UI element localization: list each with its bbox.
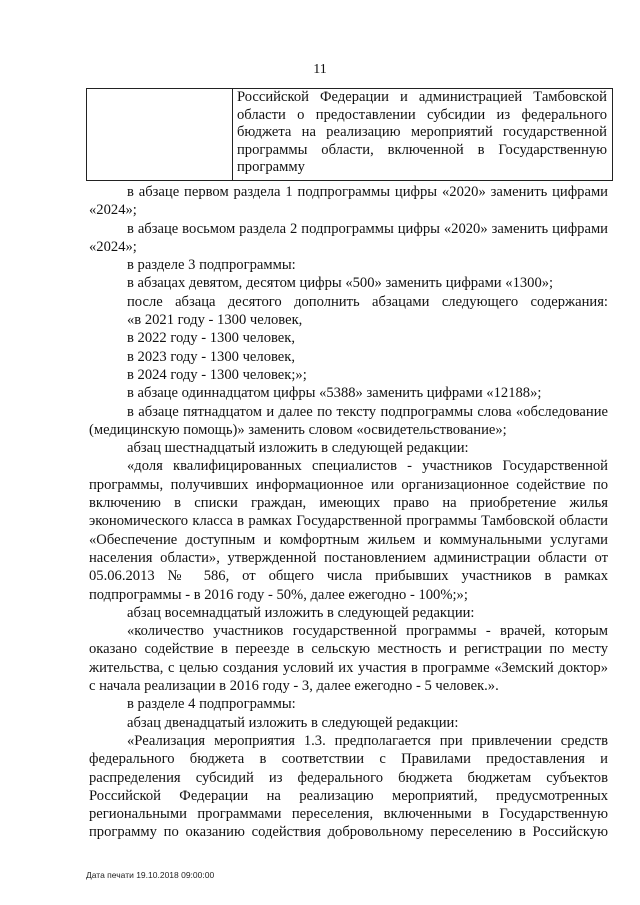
- paragraph-1: в абзаце первом раздела 1 подпрограммы цифры «2020» заменить цифрами «2024»;: [89, 184, 608, 219]
- paragraph-8: в 2023 году - 1300 человек,: [127, 348, 296, 365]
- paragraph-4: в абзацах девятом, десятом цифры «500» заменить цифрами «1300»;: [127, 275, 554, 292]
- paragraph-15: «количество участников государственной программы - врачей, которым оказано содействие в переезде в сельскую местность и регистрации по месту жительства, с целью создания условий их участия в программе «Земский доктор» с начала реализации в 2016 году - 3, далее ежегодно - 5 человек.».: [89, 623, 608, 695]
- continuation-table: [86, 88, 613, 181]
- paragraph-9: в 2024 году - 1300 человек;»;: [127, 366, 307, 383]
- paragraph-16: в разделе 4 подпрограммы:: [127, 696, 296, 713]
- paragraph-6: «в 2021 году - 1300 человек,: [127, 312, 303, 329]
- paragraph-11: в абзаце пятнадцатом и далее по тексту подпрограммы слова «обследование (медицинскую помощь)» заменить словом «освидетельствование»;: [89, 403, 608, 438]
- paragraph-2: в абзаце восьмом раздела 2 подпрограммы цифры «2020» заменить цифрами «2024»;: [89, 220, 608, 255]
- paragraph-10: в абзаце одиннадцатом цифры «5388» заменить цифрами «12188»;: [127, 385, 542, 402]
- paragraph-3: в разделе 3 подпрограммы:: [127, 257, 296, 274]
- table-cell-text: Российской Федерации и администрацией Тамбовской области о предоставлении субсидии из федерального бюджета на реализацию мероприятий государственной программы области, включенной в Государственную программу: [237, 89, 607, 176]
- paragraph-7: в 2022 году - 1300 человек,: [127, 330, 296, 347]
- document-body: [89, 183, 608, 842]
- paragraph-5: после абзаца десятого дополнить абзацами следующего содержания:: [127, 293, 608, 310]
- paragraph-13: «доля квалифицированных специалистов - участников Государственной программы, получивших информационное или организационное содействие по включению в списки граждан, имеющих право на приобретение жилья экономического класса в рамках Государственной программы Тамбовской области «Обеспечение доступным и комфортным жильем и коммунальными услугами населения области», утвержденной постановлением администрации области от 05.06.2013 № 586, от общего числа прибывших участников в рамках подпрограммы - в 2016 году - 50%, далее ежегодно - 100%;»;: [89, 458, 608, 603]
- paragraph-14: абзац восемнадцатый изложить в следующей редакции:: [127, 604, 475, 621]
- table-empty-cell: [87, 89, 233, 181]
- paragraph-17: абзац двенадцатый изложить в следующей редакции:: [127, 714, 459, 731]
- paragraph-18: «Реализация мероприятия 1.3. предполагается при привлечении средств федерального бюджета в соответствии с Правилами предоставления и распределения субсидий из федерального бюджета бюджетам субъектов Российской Федерации на реализацию мероприятий, предусмотренных региональными программами переселения, включенными в Государственную программу по оказанию содействия добровольному переселению в Российскую: [89, 732, 608, 841]
- print-date-footer: Дата печати 19.10.2018 09:00:00: [86, 870, 215, 880]
- paragraph-12: абзац шестнадцатый изложить в следующей редакции:: [127, 440, 469, 457]
- page-number: 11: [313, 62, 327, 77]
- table-text-cell: [233, 89, 613, 181]
